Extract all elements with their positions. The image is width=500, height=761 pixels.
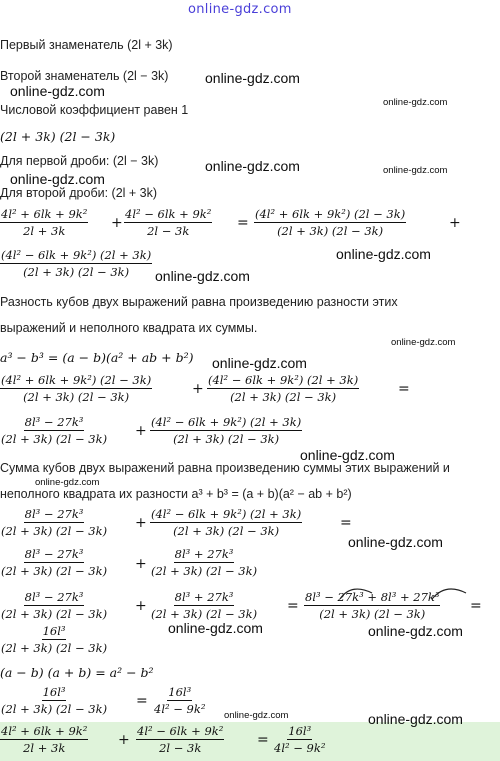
fraction-numerator: 16l³ bbox=[42, 624, 66, 638]
equals-sign: = bbox=[340, 515, 352, 531]
fraction-numerator: (4l² + 6lk + 9k²) (2l − 3k) bbox=[255, 207, 406, 221]
watermark: online-gdz.com bbox=[35, 477, 100, 488]
fraction-result bbox=[0, 624, 108, 655]
fraction-numerator: 8l³ − 27k³ bbox=[24, 507, 84, 521]
cube-sum-rule-line-2: неполного квадрата их разности a³ + b³ = (a + b)(a² − ab + b²) bbox=[0, 487, 352, 501]
cube-difference-rule-line-2: выражений и неполного квадрата их суммы. bbox=[0, 321, 258, 335]
cube-sum-rule-line-1: Сумма кубов двух выражений равна произведению суммы этих выражений и bbox=[0, 461, 450, 475]
top-watermark: online-gdz.com bbox=[188, 2, 292, 17]
fraction-numerator: 16l³ bbox=[42, 685, 66, 699]
equals-sign: = bbox=[398, 381, 410, 397]
cube-difference-formula: a³ − b³ = (a − b)(a² + ab + b²) bbox=[0, 350, 194, 365]
equals-sign: = bbox=[287, 598, 299, 614]
strike-mark-2 bbox=[432, 589, 466, 599]
fraction-cube-difference bbox=[0, 507, 108, 538]
first-denominator-line: Первый знаменатель (2l + 3k) bbox=[0, 38, 173, 52]
fraction-cube-difference bbox=[0, 590, 108, 621]
fraction-denominator: 4l² − 9k² bbox=[154, 702, 206, 716]
fraction-denominator: 2l + 3k bbox=[23, 741, 66, 755]
fraction-denominator: (2l + 3k) (2l − 3k) bbox=[1, 524, 108, 538]
plus-sign: + bbox=[111, 215, 123, 231]
watermark: online-gdz.com bbox=[205, 158, 300, 174]
watermark: online-gdz.com bbox=[368, 711, 463, 727]
strike-mark-1 bbox=[340, 589, 372, 599]
fraction-cube-difference bbox=[0, 547, 108, 578]
fraction-minus bbox=[124, 207, 212, 238]
plus-sign: + bbox=[449, 215, 461, 231]
fraction-big-1 bbox=[254, 207, 406, 238]
fraction-numerator: (4l² + 6lk + 9k²) (2l − 3k) bbox=[1, 373, 152, 387]
watermark: online-gdz.com bbox=[300, 447, 395, 463]
watermark: online-gdz.com bbox=[383, 165, 448, 176]
watermark: online-gdz.com bbox=[155, 268, 250, 284]
fraction-denominator: (2l + 3k) (2l − 3k) bbox=[23, 265, 130, 279]
fraction-plus bbox=[0, 724, 88, 755]
watermark: online-gdz.com bbox=[336, 246, 431, 262]
equals-sign: = bbox=[470, 598, 482, 614]
fraction-numerator: (4l² − 6lk + 9k²) (2l + 3k) bbox=[1, 248, 152, 262]
fraction-denominator: 2l + 3k bbox=[23, 224, 66, 238]
fraction-cube-difference bbox=[0, 415, 108, 446]
fraction-final bbox=[273, 724, 326, 755]
fraction-numerator: 8l³ + 27k³ bbox=[174, 590, 234, 604]
plus-sign: + bbox=[135, 598, 147, 614]
fraction-denominator: (2l + 3k) (2l − 3k) bbox=[230, 390, 337, 404]
fraction-denominator: 2l − 3k bbox=[159, 741, 202, 755]
watermark: online-gdz.com bbox=[10, 171, 105, 187]
watermark: online-gdz.com bbox=[168, 620, 263, 636]
first-fraction-factor-line: Для первой дроби: (2l − 3k) bbox=[0, 154, 159, 168]
equals-sign: = bbox=[257, 732, 269, 748]
fraction-denominator: (2l + 3k) (2l − 3k) bbox=[1, 607, 108, 621]
fraction-big-2 bbox=[207, 373, 359, 404]
fraction-big-1 bbox=[0, 373, 152, 404]
fraction-numerator: (4l² − 6lk + 9k²) (2l + 3k) bbox=[151, 415, 302, 429]
plus-sign: + bbox=[135, 423, 147, 439]
common-denominator-line: (2l + 3k) (2l − 3k) bbox=[0, 129, 116, 144]
fraction-cube-sum bbox=[150, 590, 258, 621]
watermark: online-gdz.com bbox=[212, 355, 307, 371]
watermark: online-gdz.com bbox=[383, 97, 448, 108]
fraction-denominator: (2l + 3k) (2l − 3k) bbox=[277, 224, 384, 238]
fraction-minus bbox=[136, 724, 224, 755]
watermark: online-gdz.com bbox=[391, 337, 456, 348]
plus-sign: + bbox=[118, 732, 130, 748]
fraction-denominator: (2l + 3k) (2l − 3k) bbox=[1, 432, 108, 446]
fraction-denominator: (2l + 3k) (2l − 3k) bbox=[319, 607, 426, 621]
fraction-denominator: 4l² − 9k² bbox=[274, 741, 326, 755]
plus-sign: + bbox=[135, 515, 147, 531]
fraction-denominator: (2l + 3k) (2l − 3k) bbox=[151, 564, 258, 578]
fraction-final bbox=[153, 685, 206, 716]
fraction-cube-sum bbox=[150, 547, 258, 578]
fraction-denominator: (2l + 3k) (2l − 3k) bbox=[1, 702, 108, 716]
fraction-numerator: 8l³ − 27k³ bbox=[24, 415, 84, 429]
watermark: online-gdz.com bbox=[368, 623, 463, 639]
fraction-numerator: 8l³ − 27k³ + 8l³ + 27k³ bbox=[305, 590, 440, 604]
equals-sign: = bbox=[237, 215, 249, 231]
fraction-numerator: 16l³ bbox=[168, 685, 192, 699]
fraction-numerator: (4l² − 6lk + 9k²) (2l + 3k) bbox=[208, 373, 359, 387]
fraction-denominator: 2l − 3k bbox=[147, 224, 190, 238]
fraction-denominator: (2l + 3k) (2l − 3k) bbox=[1, 564, 108, 578]
equals-sign: = bbox=[136, 693, 148, 709]
fraction-numerator: 8l³ + 27k³ bbox=[174, 547, 234, 561]
fraction-numerator: 4l² + 6lk + 9k² bbox=[1, 724, 88, 738]
fraction-denominator: (2l + 3k) (2l − 3k) bbox=[1, 641, 108, 655]
plus-sign: + bbox=[192, 381, 204, 397]
fraction-big-2 bbox=[150, 507, 302, 538]
squares-formula: (a − b) (a + b) = a² − b² bbox=[0, 665, 154, 680]
fraction-big-2 bbox=[150, 415, 302, 446]
watermark: online-gdz.com bbox=[224, 710, 289, 721]
watermark: online-gdz.com bbox=[205, 70, 300, 86]
plus-sign: + bbox=[135, 556, 147, 572]
fraction-denominator: (2l + 3k) (2l − 3k) bbox=[23, 390, 130, 404]
second-denominator-line: Второй знаменатель (2l − 3k) bbox=[0, 69, 169, 83]
fraction-numerator: 4l² + 6lk + 9k² bbox=[1, 207, 88, 221]
fraction-big-2 bbox=[0, 248, 152, 279]
fraction-denominator: (2l + 3k) (2l − 3k) bbox=[173, 432, 280, 446]
cube-difference-rule-line-1: Разность кубов двух выражений равна произведению разности этих bbox=[0, 295, 398, 309]
fraction-result bbox=[0, 685, 108, 716]
fraction-numerator: (4l² − 6lk + 9k²) (2l + 3k) bbox=[151, 507, 302, 521]
watermark: online-gdz.com bbox=[348, 534, 443, 550]
fraction-numerator: 4l² − 6lk + 9k² bbox=[137, 724, 224, 738]
second-fraction-factor-line: Для второй дроби: (2l + 3k) bbox=[0, 186, 158, 200]
strike-marks bbox=[338, 583, 478, 605]
fraction-numerator: 8l³ − 27k³ bbox=[24, 547, 84, 561]
fraction-denominator: (2l + 3k) (2l − 3k) bbox=[151, 607, 258, 621]
fraction-numerator: 16l³ bbox=[288, 724, 312, 738]
fraction-denominator: (2l + 3k) (2l − 3k) bbox=[173, 524, 280, 538]
watermark: online-gdz.com bbox=[10, 83, 105, 99]
fraction-numerator: 8l³ − 27k³ bbox=[24, 590, 84, 604]
coefficient-line: Числовой коэффициент равен 1 bbox=[0, 103, 189, 117]
fraction-plus bbox=[0, 207, 88, 238]
fraction-numerator: 4l² − 6lk + 9k² bbox=[125, 207, 212, 221]
